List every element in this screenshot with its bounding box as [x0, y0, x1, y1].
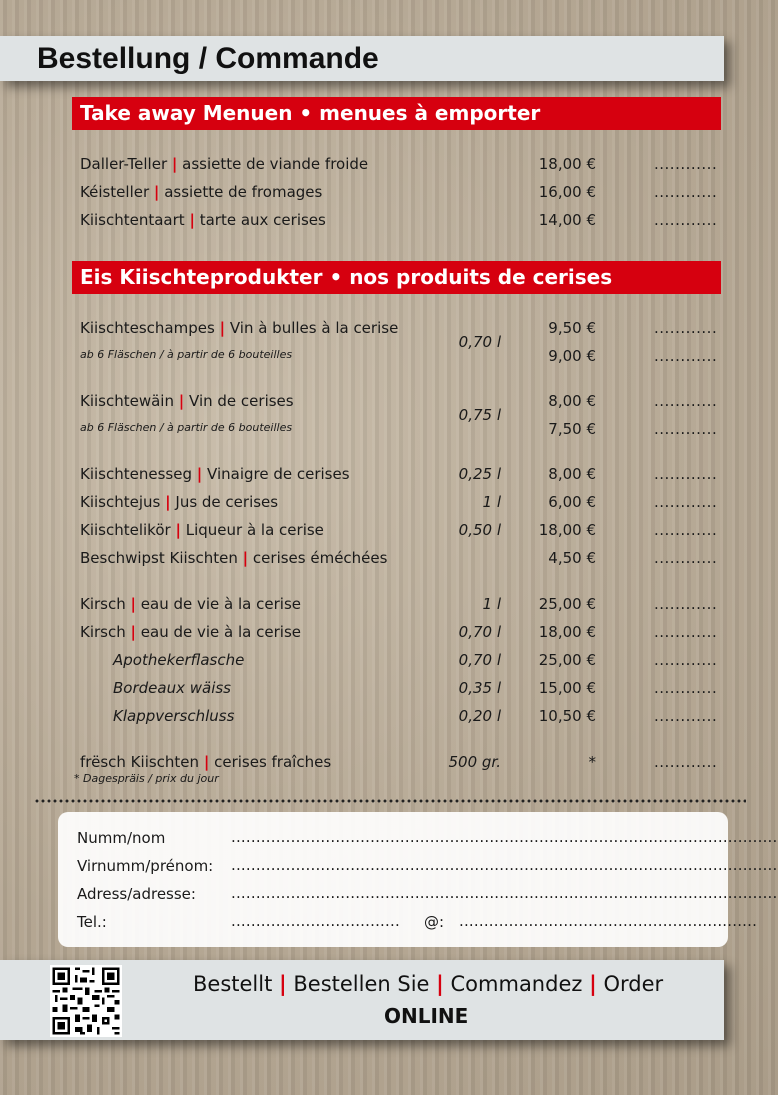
item-price: 18,00 € — [538, 155, 596, 173]
online-label[interactable]: ONLINE — [384, 1004, 469, 1028]
item-name-lb: Kirsch — [80, 623, 126, 641]
name-field[interactable]: .............................................................................................................. — [231, 828, 778, 846]
item-price: 25,00 € — [538, 595, 596, 613]
address-label: Adress/adresse: — [77, 885, 196, 903]
item-price: * — [588, 753, 596, 771]
item-volume: 0,70 l — [458, 651, 501, 669]
item-name-fr: Vin à bulles à la cerise — [229, 319, 399, 337]
item-name-lb: Daller-Teller — [80, 155, 168, 173]
item-name-lb: Kiischteschampes — [80, 319, 215, 337]
separator: | — [130, 623, 137, 641]
separator: | — [178, 392, 185, 410]
page-header — [0, 36, 724, 81]
menu-row — [80, 183, 778, 205]
quantity-field[interactable]: ............ — [654, 319, 718, 337]
order-footer — [0, 960, 724, 1040]
tel-label: Tel.: — [77, 913, 107, 931]
item-price: 4,50 € — [548, 549, 596, 567]
product-row-sub — [80, 679, 778, 701]
quantity-field[interactable]: ............ — [654, 347, 718, 365]
product-row — [80, 493, 778, 515]
separator: | — [175, 521, 181, 539]
separator: | — [196, 465, 203, 483]
separator: | — [153, 183, 160, 201]
product-row-sub — [80, 651, 778, 673]
item-price: 8,00 € — [548, 392, 596, 410]
quantity-field[interactable]: ............ — [654, 465, 718, 483]
order-word-order[interactable]: Order — [603, 972, 664, 996]
item-volume: 0,75 l — [458, 406, 501, 424]
item-name-fr: eau de vie à la cerise — [140, 595, 301, 613]
product-row — [80, 549, 778, 571]
dotted-divider — [34, 799, 746, 803]
product-row — [80, 319, 778, 341]
item-price: 14,00 € — [538, 211, 596, 229]
order-word-bestellt[interactable]: Bestellt — [193, 972, 273, 996]
menu-row — [80, 211, 778, 233]
quantity-field[interactable]: ............ — [654, 623, 718, 641]
item-name: Klappverschluss — [113, 707, 235, 725]
separator: | — [171, 155, 178, 173]
item-name-lb: Kiischtelikör — [80, 521, 171, 539]
section-banner-take-away: Take away Menuen • menues à emporter — [72, 97, 721, 130]
order-word-commandez[interactable]: Commandez — [450, 972, 583, 996]
item-price: 10,50 € — [538, 707, 596, 725]
item-name-fr: Liqueur à la cerise — [185, 521, 324, 539]
item-price: 18,00 € — [538, 623, 596, 641]
quantity-field[interactable]: ............ — [654, 420, 718, 438]
item-price: 16,00 € — [538, 183, 596, 201]
order-word-bestellen-sie[interactable]: Bestellen Sie — [293, 972, 430, 996]
item-name: Bordeaux wäiss — [113, 679, 231, 697]
item-name: Apothekerflasche — [113, 651, 245, 669]
quantity-field[interactable]: ............ — [654, 549, 718, 567]
item-name-fr: tarte aux cerises — [199, 211, 326, 229]
item-volume: 0,70 l — [458, 623, 501, 641]
separator: | — [203, 753, 210, 771]
item-name-lb: Kiischtejus — [80, 493, 161, 511]
item-name-lb: Kéisteller — [80, 183, 150, 201]
product-row — [80, 521, 778, 543]
qr-code-icon[interactable] — [50, 965, 122, 1037]
price-note: * Dagespräis / prix du jour — [74, 772, 219, 785]
quantity-field[interactable]: ............ — [654, 651, 718, 669]
separator: | — [165, 493, 171, 511]
product-row — [80, 623, 778, 645]
quantity-field[interactable]: ............ — [654, 211, 718, 229]
item-name-lb: Kiischtentaart — [80, 211, 185, 229]
item-name-fr: eau de vie à la cerise — [140, 623, 301, 641]
section-banner-products: Eis Kiischteprodukter • nos produits de cerises — [72, 261, 721, 294]
firstname-field[interactable]: .............................................................................................................. — [231, 856, 778, 874]
item-price: 9,50 € — [548, 319, 596, 337]
product-row-bulk — [80, 347, 778, 369]
item-price: 8,00 € — [548, 465, 596, 483]
firstname-label: Virnumm/prénom: — [77, 857, 214, 875]
item-volume: 0,25 l — [458, 465, 501, 483]
item-name-lb: Kirsch — [80, 595, 126, 613]
item-volume: 0,70 l — [458, 333, 501, 351]
product-row — [80, 465, 778, 487]
item-name-fr: Jus de cerises — [175, 493, 279, 511]
quantity-field[interactable]: ............ — [654, 155, 718, 173]
quantity-field[interactable]: ............ — [654, 392, 718, 410]
separator: | — [279, 972, 287, 996]
product-row-bulk — [80, 420, 778, 442]
item-price: 9,00 € — [548, 347, 596, 365]
address-field[interactable]: .............................................................................................................. — [231, 884, 778, 902]
item-name-fr: cerises fraîches — [214, 753, 332, 771]
item-name-lb: Kiischtenesseg — [80, 465, 192, 483]
bulk-note: ab 6 Fläschen / à partir de 6 bouteilles — [80, 348, 293, 361]
separator: | — [589, 972, 597, 996]
quantity-field[interactable]: ............ — [654, 183, 718, 201]
customer-form — [58, 812, 778, 947]
item-name-lb: Beschwipst Kiischten — [80, 549, 238, 567]
item-name-lb: frësch Kiischten — [80, 753, 200, 771]
item-price: 18,00 € — [538, 521, 596, 539]
name-label: Numm/nom — [77, 829, 166, 847]
separator: | — [130, 595, 137, 613]
item-volume: 0,35 l — [458, 679, 501, 697]
separator: | — [242, 549, 249, 567]
item-name-fr: Vin de cerises — [189, 392, 294, 410]
item-volume: 500 gr. — [448, 753, 501, 771]
item-name-fr: Vinaigre de cerises — [207, 465, 350, 483]
quantity-field[interactable]: ............ — [654, 521, 718, 539]
separator: | — [219, 319, 226, 337]
quantity-field[interactable]: ............ — [654, 707, 718, 725]
quantity-field[interactable]: ............ — [654, 753, 718, 771]
page-title: Bestellung / Commande — [37, 42, 379, 75]
item-volume: 1 l — [482, 595, 501, 613]
item-price: 6,00 € — [548, 493, 596, 511]
tel-field[interactable]: .................................. — [231, 912, 400, 930]
email-label: @: — [424, 913, 445, 931]
separator: | — [189, 211, 195, 229]
quantity-field[interactable]: ............ — [654, 595, 718, 613]
product-row-sub — [80, 707, 778, 729]
item-price: 25,00 € — [538, 651, 596, 669]
separator: | — [436, 972, 444, 996]
menu-row — [80, 155, 778, 177]
item-volume: 0,20 l — [458, 707, 501, 725]
quantity-field[interactable]: ............ — [654, 679, 718, 697]
bulk-note: ab 6 Fläschen / à partir de 6 bouteilles — [80, 421, 293, 434]
item-name-fr: assiette de fromages — [164, 183, 323, 201]
item-price: 7,50 € — [548, 420, 596, 438]
product-row — [80, 595, 778, 617]
quantity-field[interactable]: ............ — [654, 493, 718, 511]
order-options — [193, 972, 663, 996]
item-price: 15,00 € — [538, 679, 596, 697]
product-row — [80, 392, 778, 414]
item-name-lb: Kiischtewäin — [80, 392, 174, 410]
item-name-fr: cerises éméchées — [252, 549, 388, 567]
item-volume: 0,50 l — [458, 521, 501, 539]
item-name-fr: assiette de viande froide — [182, 155, 369, 173]
email-field[interactable]: ............................................................ — [459, 912, 758, 930]
item-volume: 1 l — [482, 493, 501, 511]
